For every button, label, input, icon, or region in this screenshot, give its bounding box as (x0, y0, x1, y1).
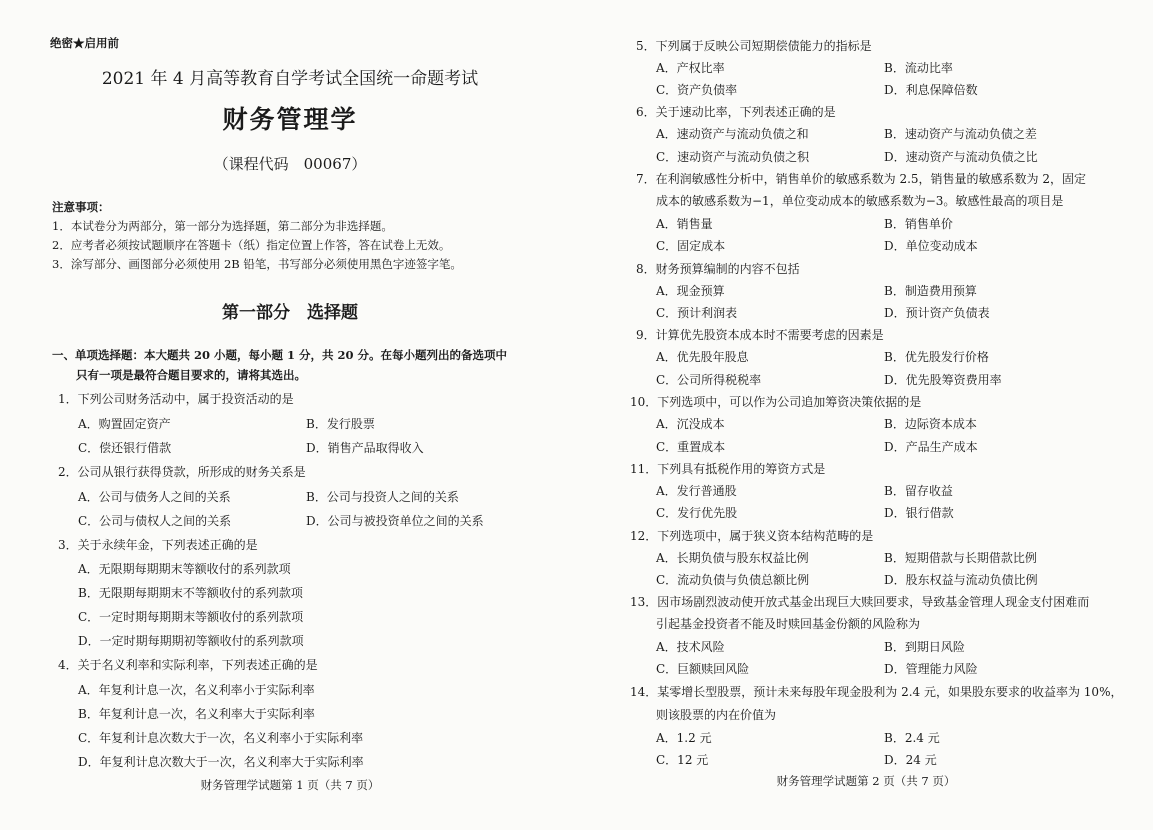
option-a: A．1.2 元 (656, 731, 712, 745)
notice-item: 2．应考者必须按试题顺序在答题卡（纸）指定位置上作答，答在试卷上无效。 (52, 238, 451, 252)
option-c: C．资产负债率 (656, 83, 738, 97)
secret-label: 绝密★启用前 (50, 36, 119, 50)
question-stem: 4．关于名义利率和实际利率，下列表述正确的是 (58, 658, 318, 672)
option-d: D．管理能力风险 (884, 662, 978, 676)
option-d: D．股东权益与流动负债比例 (884, 573, 1038, 587)
part-title: 第一部分 选择题 (222, 303, 358, 323)
option-c: C．一定时期每期期末等额收付的系列款项 (78, 610, 304, 624)
option-b: B．公司与投资人之间的关系 (306, 490, 459, 504)
notice-item: 1．本试卷分为两部分，第一部分为选择题，第二部分为非选择题。 (52, 219, 393, 233)
right-exam-page (576, 0, 1153, 830)
option-c: C．预计利润表 (656, 306, 738, 320)
option-d: D．公司与被投资单位之间的关系 (306, 514, 484, 528)
option-d: D．单位变动成本 (884, 239, 978, 253)
option-d: D．销售产品取得收入 (306, 441, 424, 455)
question-stem: 9．计算优先股资本成本时不需要考虑的因素是 (636, 328, 884, 342)
option-b: B．制造费用预算 (884, 284, 977, 298)
exam-title: 2021 年 4 月高等教育自学考试全国统一命题考试 (101, 69, 479, 89)
option-b: B．到期日风险 (884, 640, 965, 654)
option-b: B．速动资产与流动负债之差 (884, 127, 1037, 141)
question-stem: 12．下列选项中，属于狭义资本结构范畴的是 (630, 529, 874, 543)
option-d: D．利息保障倍数 (884, 83, 978, 97)
option-b: B．发行股票 (306, 417, 375, 431)
left-exam-page (0, 0, 576, 830)
option-d: D．速动资产与流动负债之比 (884, 150, 1038, 164)
option-a: A．年复利计息一次，名义利率小于实际利率 (78, 683, 315, 697)
question-stem: 8．财务预算编制的内容不包括 (636, 262, 800, 276)
option-c: C．发行优先股 (656, 506, 738, 520)
question-stem: 5．下列属于反映公司短期偿债能力的指标是 (636, 39, 872, 53)
question-stem: 7．在利润敏感性分析中，销售单价的敏感系数为 2.5，销售量的敏感系数为 2，固定 (636, 172, 1086, 186)
option-c: C．公司所得税税率 (656, 373, 762, 387)
option-b: B．年复利计息一次，名义利率大于实际利率 (78, 707, 315, 721)
option-b: B．短期借款与长期借款比例 (884, 551, 1037, 565)
question-stem-cont: 则该股票的内在价值为 (656, 708, 777, 722)
question-stem: 1．下列公司财务活动中，属于投资活动的是 (58, 392, 294, 406)
question-stem-cont: 引起基金投资者不能及时赎回基金份额的风险称为 (656, 617, 921, 631)
option-b: B．2.4 元 (884, 731, 940, 745)
option-b: B．流动比率 (884, 61, 953, 75)
question-stem-cont: 成本的敏感系数为−1，单位变动成本的敏感系数为−3。敏感性最高的项目是 (656, 194, 1064, 208)
option-c: C．流动负债与负债总额比例 (656, 573, 810, 587)
option-d: D．产品生产成本 (884, 440, 978, 454)
question-stem: 2．公司从银行获得贷款，所形成的财务关系是 (58, 465, 306, 479)
option-b: B．留存收益 (884, 484, 953, 498)
option-c: C．年复利计息次数大于一次，名义利率小于实际利率 (78, 731, 364, 745)
option-c: C．速动资产与流动负债之积 (656, 150, 810, 164)
option-b: B．优先股发行价格 (884, 350, 989, 364)
option-a: A．销售量 (656, 217, 713, 231)
page-footer: 财务管理学试题第 1 页（共 7 页） (200, 778, 380, 792)
option-d: D．银行借款 (884, 506, 954, 520)
option-d: D．一定时期每期期初等额收付的系列款项 (78, 634, 304, 648)
question-stem: 3．关于永续年金，下列表述正确的是 (58, 538, 258, 552)
option-a: A．技术风险 (656, 640, 725, 654)
option-c: C．固定成本 (656, 239, 726, 253)
option-a: A．现金预算 (656, 284, 725, 298)
option-a: A．公司与债务人之间的关系 (78, 490, 231, 504)
page-footer: 财务管理学试题第 2 页（共 7 页） (776, 774, 956, 788)
option-a: A．沉没成本 (656, 417, 725, 431)
option-a: A．发行普通股 (656, 484, 737, 498)
option-b: B．无限期每期期末不等额收付的系列款项 (78, 586, 303, 600)
option-a: A．优先股年股息 (656, 350, 749, 364)
option-b: B．销售单价 (884, 217, 953, 231)
section-instructions: 一、单项选择题：本大题共 20 小题，每小题 1 分，共 20 分。在每小题列出的备选项中 (52, 348, 508, 362)
option-a: A．速动资产与流动负债之和 (656, 127, 809, 141)
option-b: B．边际资本成本 (884, 417, 977, 431)
option-c: C．12 元 (656, 753, 709, 767)
option-d: D．预计资产负债表 (884, 306, 990, 320)
option-a: A．产权比率 (656, 61, 725, 75)
subject-title: 财务管理学 (222, 105, 358, 134)
question-stem: 6．关于速动比率，下列表述正确的是 (636, 105, 836, 119)
notice-item: 3．涂写部分、画图部分必须使用 2B 铅笔，书写部分必须使用黑色字迹签字笔。 (52, 257, 462, 271)
section-instructions-cont: 只有一项是最符合题目要求的，请将其选出。 (76, 368, 306, 382)
question-stem: 11．下列具有抵税作用的筹资方式是 (630, 462, 826, 476)
option-c: C．公司与债权人之间的关系 (78, 514, 232, 528)
notice-title: 注意事项： (52, 200, 110, 214)
option-c: C．偿还银行借款 (78, 441, 172, 455)
option-c: C．巨额赎回风险 (656, 662, 750, 676)
question-stem: 13．因市场剧烈波动使开放式基金出现巨大赎回要求，导致基金管理人现金支付困难而 (630, 595, 1090, 609)
option-a: A．无限期每期期末等额收付的系列款项 (78, 562, 291, 576)
option-a: A．购置固定资产 (78, 417, 171, 431)
option-d: D．年复利计息次数大于一次，名义利率大于实际利率 (78, 755, 364, 769)
option-a: A．长期负债与股东权益比例 (656, 551, 809, 565)
question-stem: 10．下列选项中，可以作为公司追加筹资决策依据的是 (630, 395, 922, 409)
course-code: （课程代码 00067） (213, 155, 367, 173)
option-d: D．优先股筹资费用率 (884, 373, 1002, 387)
question-stem: 14．某零增长型股票，预计未来每股年现金股利为 2.4 元，如果股东要求的收益率为 10%， (630, 685, 1123, 699)
option-c: C．重置成本 (656, 440, 726, 454)
option-d: D．24 元 (884, 753, 937, 767)
